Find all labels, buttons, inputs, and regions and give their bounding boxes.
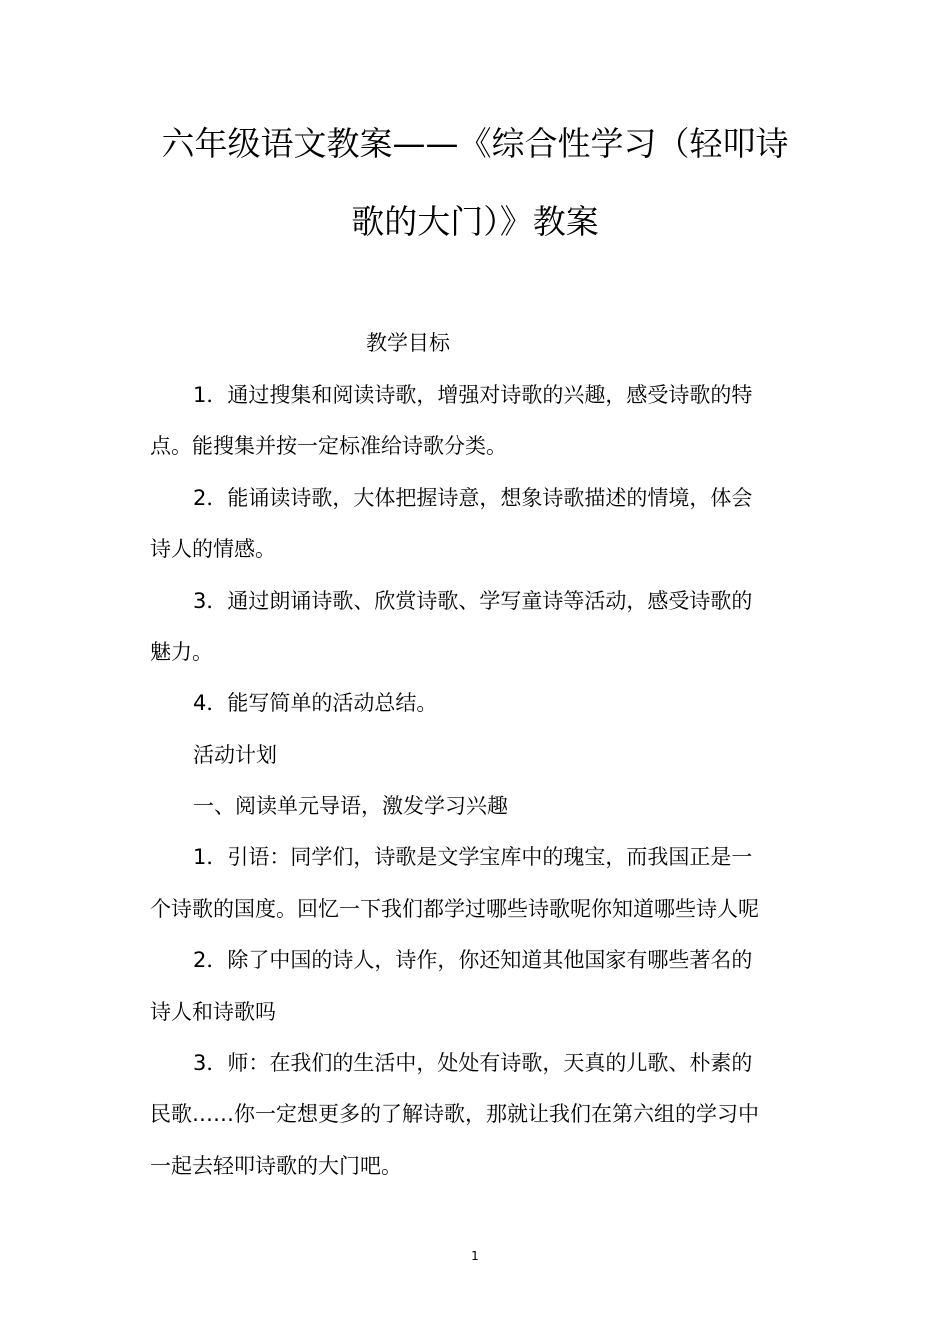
plan-paragraph-1-line-2: 个诗歌的国度。回忆一下我们都学过哪些诗歌呢你知道哪些诗人呢 — [150, 897, 759, 921]
plan-paragraph-2-line-1: 2．除了中国的诗人，诗作，你还知道其他国家有哪些著名的 — [193, 948, 753, 972]
objective-1-line-1: 1．通过搜集和阅读诗歌，增强对诗歌的兴趣，感受诗歌的特 — [193, 383, 753, 407]
objective-4: 4．能写简单的活动总结。 — [193, 691, 438, 715]
plan-paragraph-3-line-1: 3．师：在我们的生活中，处处有诗歌，天真的儿歌、朴素的 — [193, 1051, 753, 1075]
plan-paragraph-3-line-3: 一起去轻叩诗歌的大门吧。 — [150, 1154, 402, 1178]
objective-2-line-2: 诗人的情感。 — [150, 537, 276, 561]
document-title-line-1: 六年级语文教案——《综合性学习（轻叩诗 — [161, 124, 789, 163]
objective-2-line-1: 2．能诵读诗歌，大体把握诗意，想象诗歌描述的情境，体会 — [193, 486, 753, 510]
plan-section-1-heading: 一、阅读单元导语，激发学习兴趣 — [193, 794, 508, 818]
page-number: 1 — [471, 1249, 479, 1263]
plan-heading: 活动计划 — [193, 743, 277, 767]
objective-1-line-2: 点。能搜集并按一定标准给诗歌分类。 — [150, 434, 507, 458]
objectives-heading: 教学目标 — [366, 331, 450, 355]
plan-paragraph-2-line-2: 诗人和诗歌吗 — [150, 1000, 276, 1024]
plan-paragraph-1-line-1: 1．引语：同学们，诗歌是文学宝库中的瑰宝，而我国正是一 — [193, 845, 753, 869]
objective-3-line-2: 魅力。 — [150, 640, 213, 664]
document-title-line-2: 歌的大门）》教案 — [351, 202, 599, 241]
plan-paragraph-3-line-2: 民歌……你一定想更多的了解诗歌，那就让我们在第六组的学习中 — [150, 1102, 759, 1126]
objective-3-line-1: 3．通过朗诵诗歌、欣赏诗歌、学写童诗等活动，感受诗歌的 — [193, 589, 753, 613]
